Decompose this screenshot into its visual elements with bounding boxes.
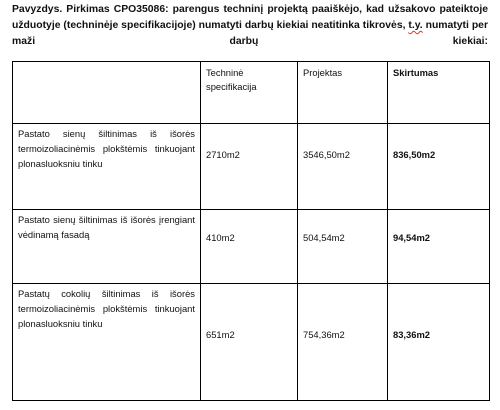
intro-text-suffix: numatyti per maži darbų kiekiai: [12, 20, 488, 47]
table-row [13, 124, 490, 210]
row-difference-value: 836,50m2 [388, 124, 490, 210]
row-description: Pastatų cokolių šiltinimas iš išorės termoizoliacinėmis plokštėmis tinkuojant plonasluoksniu tinku [13, 284, 201, 401]
row-description: Pastato sienų šiltinimas iš išorės termoizoliacinėmis plokštėmis tinkuojant plonasluoksniu tinku [13, 124, 201, 210]
row-project-value: 754,36m2 [298, 284, 388, 401]
header-cell-difference: Skirtumas [388, 62, 490, 124]
intro-paragraph [12, 2, 488, 50]
header-cell-project: Projektas [298, 62, 388, 124]
table-header-row [13, 62, 490, 124]
row-spec-value: 2710m2 [201, 124, 298, 210]
intro-text-prefix: Pavyzdys. Pirkimas CPO35086: parengus techninį projektą paaiškėjo, kad užsakovo pateiktoje užduotyje (techninėje specifikacijoje) numatyti darbų kiekiai neatitinka tikrovės, [12, 4, 488, 31]
row-difference-value: 83,36m2 [388, 284, 490, 401]
row-project-value: 3546,50m2 [298, 124, 388, 210]
row-spec-value: 410m2 [201, 210, 298, 284]
quantities-table [12, 61, 490, 401]
row-description: Pastato sienų šiltinimas iš išorės įrengiant vėdinamą fasadą [13, 210, 201, 284]
row-spec-value: 651m2 [201, 284, 298, 401]
header-cell-spec: Techninė specifikacija [201, 62, 298, 124]
header-cell-empty [13, 62, 201, 124]
intro-text-spellcheck-flagged: t.y. [408, 20, 423, 31]
row-project-value: 504,54m2 [298, 210, 388, 284]
row-difference-value: 94,54m2 [388, 210, 490, 284]
table-row [13, 284, 490, 401]
table-row [13, 210, 490, 284]
